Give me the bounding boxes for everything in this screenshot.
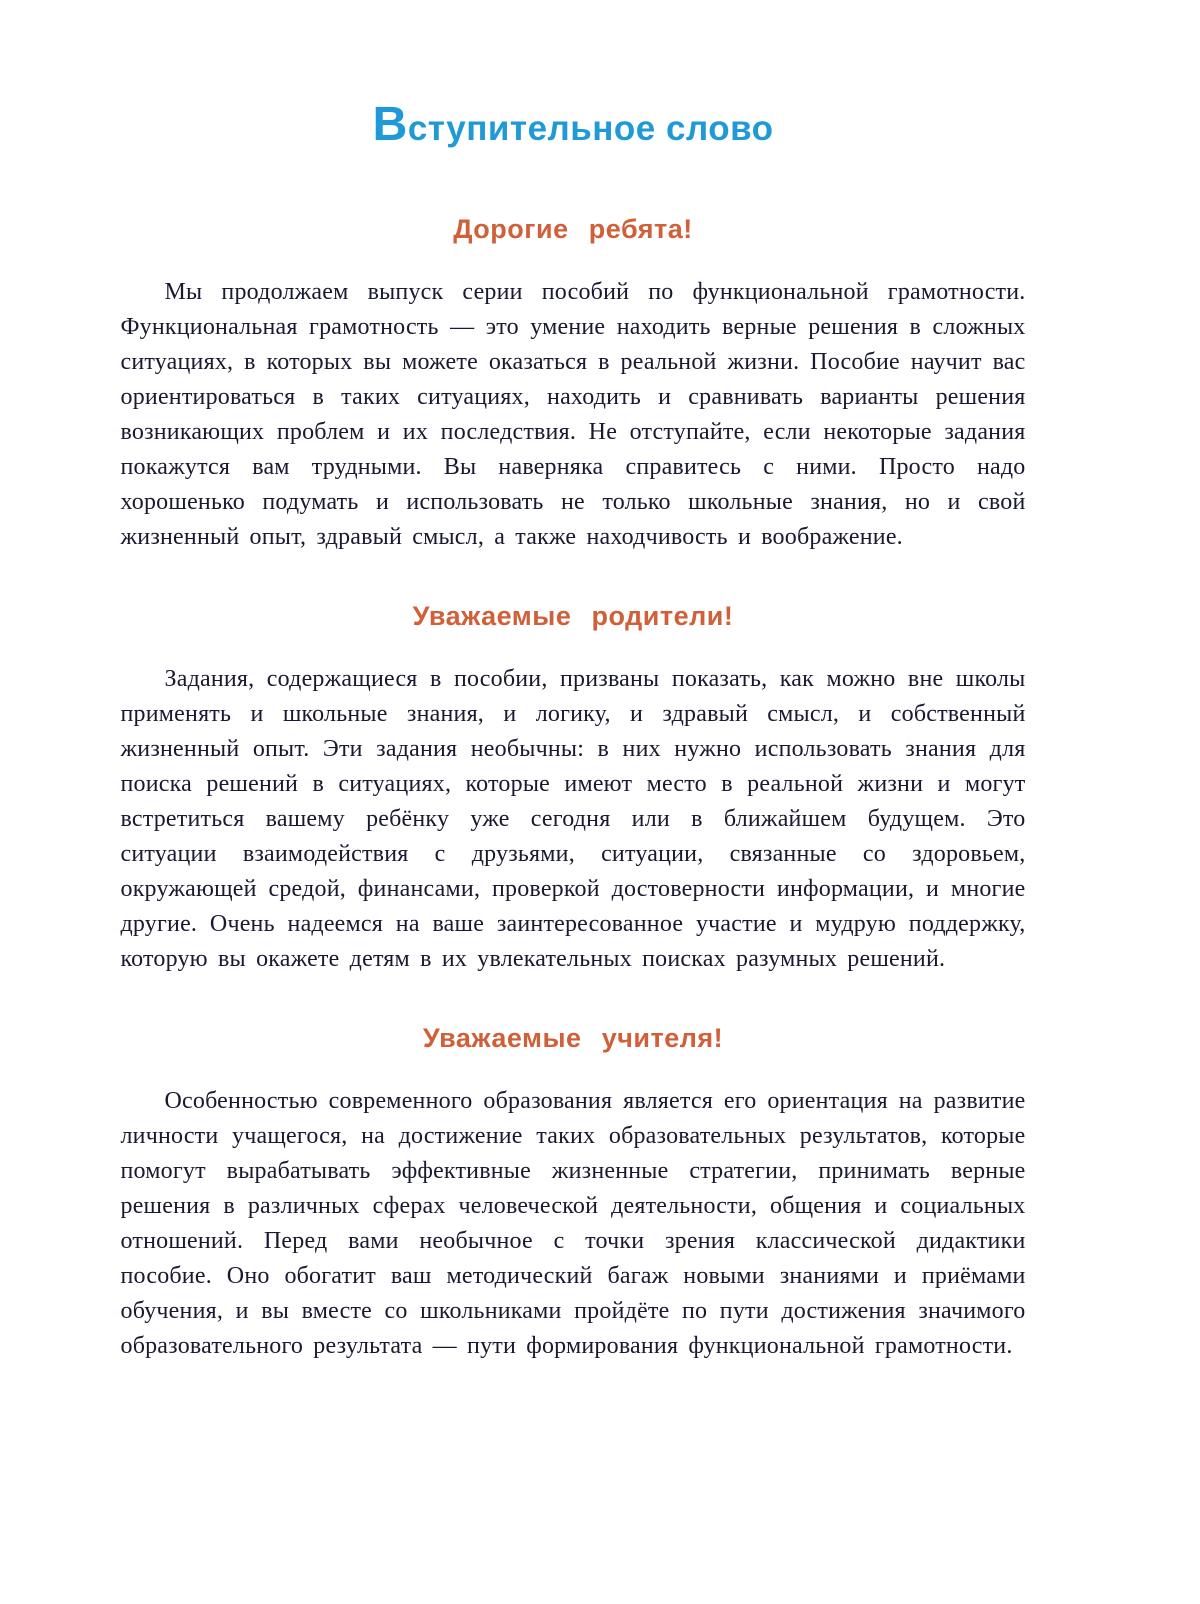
section-heading-teachers: Уважаемые учителя! [422,1023,724,1053]
section-paragraph-teachers: Особенностью современного образования является его ориентация на развитие личности учащегося, на достижение таких образовательных результатов, которые помогут вырабатывать эффективные жизненные стратегии, принимать верные решения в различных сферах человеческой деятельности, общения и социальных отношений. Перед вами необычное с точки зрения классической дидактики пособие. Оно обогатит ваш методический багаж новыми знаниями и приёмами обучения, и вы вместе со школьниками пройдёте по пути достижения значимого образовательного результата — пути формирования функциональной грамотности. [120,1088,1026,1359]
section-students [121,214,1026,555]
section-parents [121,601,1026,977]
section-paragraph-students: Мы продолжаем выпуск серии пособий по функциональной грамотности. Функциональная грамотность — это умение находить верные решения в сложных ситуациях, в которых вы можете оказаться в реальной жизни. Пособие научит вас ориентироваться в таких ситуациях, находить и сравнивать варианты решения возникающих проблем и их последствия. Не отступайте, если некоторые задания покажутся вам трудными. Вы наверняка справитесь с ними. Просто надо хорошенько подумать и использовать не только школьные знания, но и свой жизненный опыт, здравый смысл, а также находчивость и воображение. [120,279,1026,550]
section-heading-parents: Уважаемые родители! [412,601,734,631]
section-heading-students: Дорогие ребята! [453,214,693,244]
page-title: Вступительное слово [372,97,774,151]
section-paragraph-parents: Задания, содержащиеся в пособии, призваны показать, как можно вне школы применять и школьные знания, и логику, и здравый смысл, и собственный жизненный опыт. Эти задания необычны: в них нужно использовать знания для поиска решений в ситуациях, которые имеют место в реальной жизни и могут встретиться вашему ребёнку уже сегодня или в ближайшем будущем. Это ситуации взаимодействия с друзьями, ситуации, связанные со здоровьем, окружающей средой, финансами, проверкой достоверности информации, и многие другие. Очень надеемся на ваше заинтересованное участие и мудрую поддержку, которую вы окажете детям в их увлекательных поисках разумных решений. [120,666,1026,972]
section-teachers [121,1023,1026,1364]
intro-page [121,0,1026,1364]
